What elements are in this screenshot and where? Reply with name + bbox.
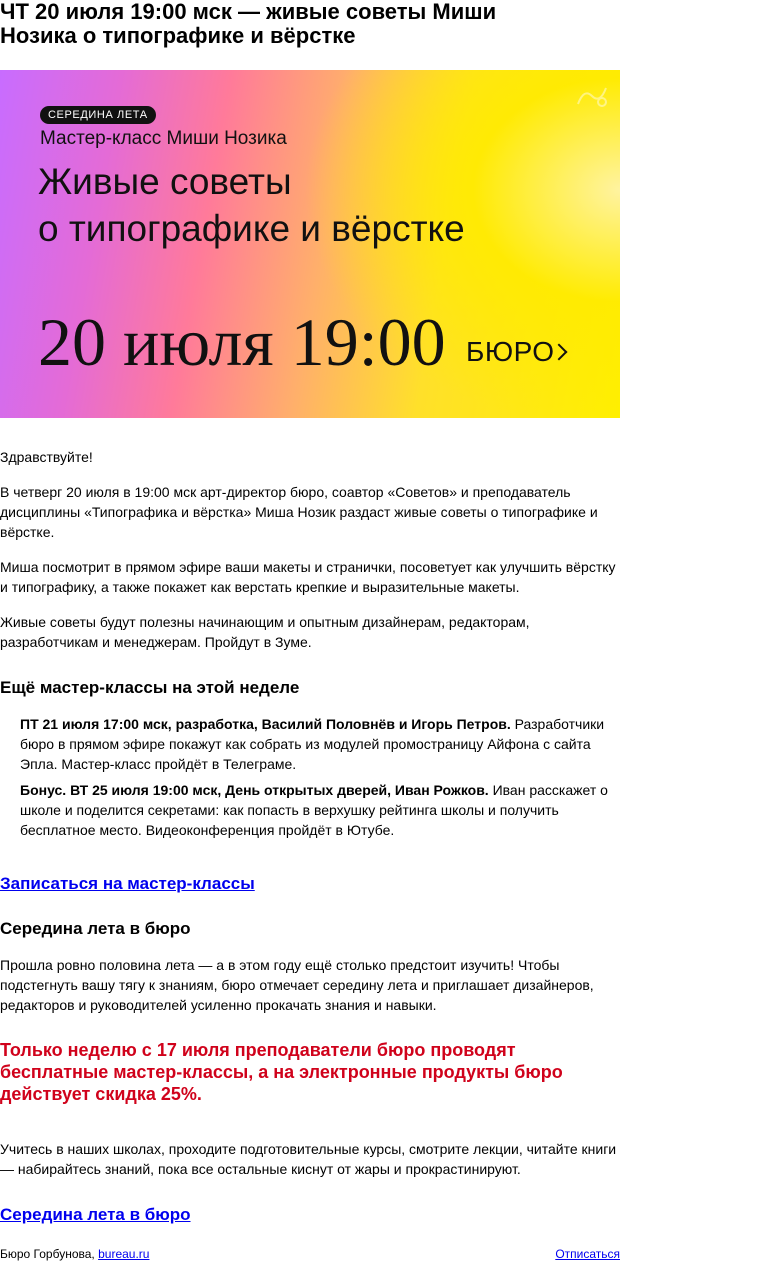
email-title: ЧТ 20 июля 19:00 мск — живые советы Миши Нозика о типографике и вёрстке: [0, 0, 497, 48]
banner-date: 20 июля 19:00: [38, 304, 446, 380]
banner-headline-line2: о типографике и вёрстке: [38, 208, 465, 249]
promo-banner[interactable]: [0, 70, 620, 418]
event-description: Разработчики бюро в прямом эфире покажут как собрать из модулей промостраницу Айфона с сайта Эпла. Мастер-класс пройдёт в Телеграме.: [20, 716, 605, 772]
promo-text: Только неделю с 17 июля преподаватели бюро проводят бесплатные мастер-классы, а на электронные продукты бюро действует скидка 25%.: [0, 1040, 563, 1104]
midsummer-heading: Середина лета в бюро: [0, 919, 191, 938]
event-item: [20, 714, 610, 774]
footer: [0, 1246, 620, 1262]
banner-headline: [38, 158, 465, 252]
midsummer-paragraph: Прошла ровно половина лета — а в этом году ещё столько предстоит изучить! Чтобы подстегнуть вашу тягу к знаниям, бюро отмечает середину лета и приглашает дизайнеров, редакторов и руководителей усиленно прокачать знания и навыки.: [0, 957, 594, 1013]
event-title: Бонус. ВТ 25 июля 19:00 мск, День открытых дверей, Иван Рожков.: [20, 782, 489, 798]
greeting: Здравствуйте!: [0, 449, 93, 465]
audience-paragraph: Живые советы будут полезны начинающим и опытным дизайнерам, редакторам, разработчикам и менеджерам. Пройдут в Зуме.: [0, 614, 530, 650]
details-paragraph: Миша посмотрит в прямом эфире ваши макеты и странички, посоветует как улучшить вёрстку и типографику, а также покажет как верстать крепкие и выразительные макеты.: [0, 559, 616, 595]
intro-paragraph: В четверг 20 июля в 19:00 мск арт-директор бюро, соавтор «Советов» и преподаватель дисциплины «Типографика и вёрстка» Миша Нозик раздаст живые советы о типографике и вёрстке.: [0, 484, 598, 540]
event-title: ПТ 21 июля 17:00 мск, разработка, Василий Половнёв и Игорь Петров.: [20, 716, 511, 732]
signup-link[interactable]: Записаться на мастер-классы: [0, 874, 255, 893]
event-item: [20, 780, 610, 840]
banner-brand: [466, 336, 565, 368]
footer-site-link[interactable]: bureau.ru: [98, 1247, 150, 1261]
midsummer-link[interactable]: Середина лета в бюро: [0, 1205, 191, 1224]
banner-brand-label: БЮРО: [466, 336, 555, 367]
footer-org: Бюро Горбунова,: [0, 1247, 99, 1261]
event-description: Иван расскажет о школе и поделится секретами: как попасть в верхушку рейтинга школы и получить бесплатное место. Видеоконференция пройдёт в Ютубе.: [20, 782, 608, 838]
unsubscribe-link[interactable]: Отписаться: [555, 1247, 620, 1261]
banner-headline-line1: Живые советы: [38, 161, 292, 202]
banner-subtitle: Мастер-класс Миши Нозика: [40, 128, 287, 149]
banner-badge: СЕРЕДИНА ЛЕТА: [40, 106, 156, 124]
corner-logo-icon: [574, 82, 610, 110]
more-classes-heading: Ещё мастер-классы на этой неделе: [0, 678, 300, 697]
study-paragraph: Учитесь в наших школах, проходите подготовительные курсы, смотрите лекции, читайте книги — набирайтесь знаний, пока все остальные киснут от жары и прокрастинируют.: [0, 1141, 617, 1177]
